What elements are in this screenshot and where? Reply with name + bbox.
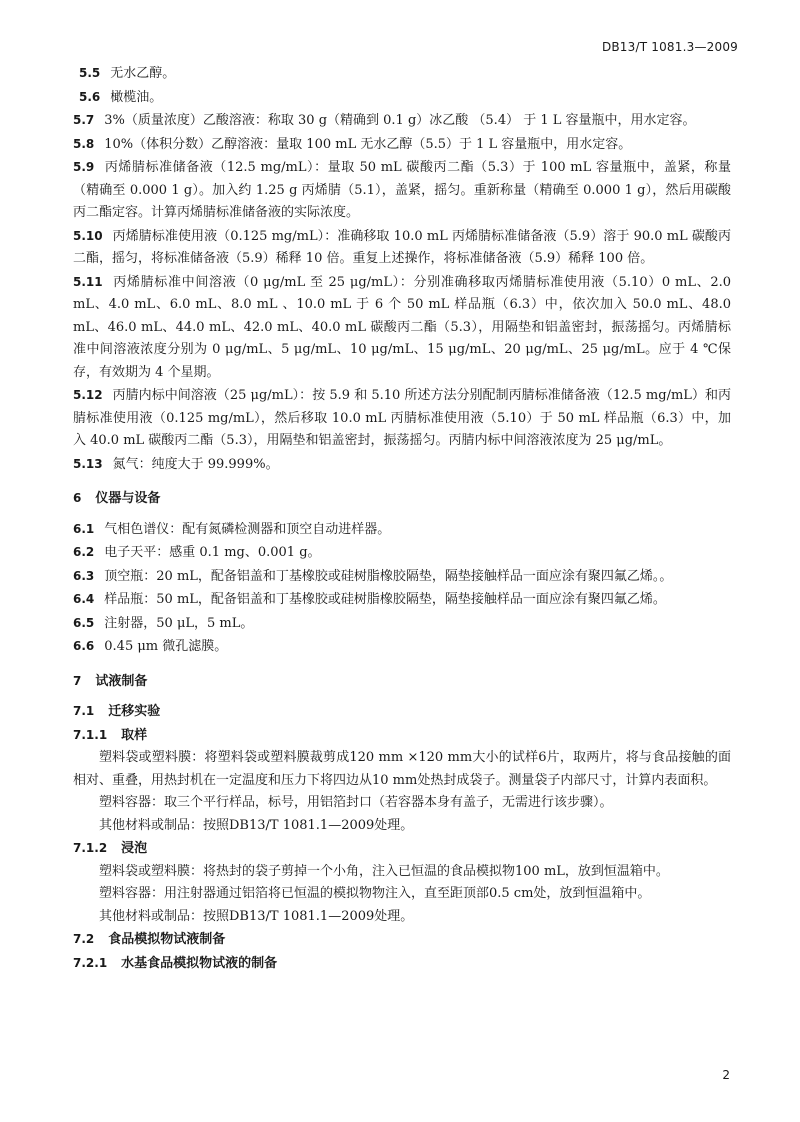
clause-number: 6.2 [73,545,95,559]
subsection-7-1-1-heading [73,724,731,748]
clause-number: 6.5 [73,615,95,630]
subsection-title: 浸泡 [121,841,148,856]
clause-5-11 [73,271,731,385]
clause-number: 5.13 [73,456,103,471]
clause-5-5 [73,62,731,86]
clause-5-12 [73,384,731,453]
subsection-7-1-2-heading [73,837,731,861]
paragraph-plastic-container-sampling: 塑料容器：取三个平行样品，标号，用铝箔封口（若容器本身有盖子，无需进行该步骤）。 [99,795,613,810]
clause-text: 丙烯腈标准使用液（0.125 mg/mL）：准确移取 10.0 mL 丙烯腈标准储备液（5.9）溶于 90.0 mL 碳酸丙二酯，摇匀，将标准储备液（5.9）稀释 10 倍。重复上述操作，将标准储备液（5.9）稀释 100 倍。 [73,228,731,266]
subsection-number: 7.1.2 [73,841,108,855]
clause-5-6 [73,86,731,110]
clause-text: 0.45 μm 微孔滤膜。 [104,639,228,654]
clause-number: 5.9 [73,160,95,174]
clause-text: 丙烯腈标准储备液（12.5 mg/mL）：量取 50 mL 碳酸丙二酯（5.3）于 100 mL 容量瓶中，盖紧，称量（精确至 0.000 1 g）。加入约 1.25 g 丙烯腈（5.1），盖紧，摇匀。重新称量（精确至 0.000 1 g），然后用碳酸丙二酯定容。计算丙烯腈标准储备液的实际浓度。 [73,160,731,220]
clause-6-4 [73,588,731,612]
clause-6-2 [73,541,731,565]
clause-5-10 [73,225,731,271]
section-7-heading [73,670,731,694]
clause-6-5 [73,612,731,636]
clause-text: 无水乙醇。 [110,66,176,81]
clause-number: 5.5 [79,66,101,80]
clause-6-6 [73,635,731,659]
subsection-number: 7.1 [73,704,95,718]
clause-number: 5.8 [73,136,95,151]
document-body [73,62,731,975]
clause-text: 注射器，50 μL，5 mL。 [104,615,254,631]
clause-text: 电子天平：感重 0.1 mg、0.001 g。 [104,545,321,560]
clause-number: 6.3 [73,568,95,583]
subsection-7-2-heading [73,928,731,952]
subsection-title: 取样 [121,727,148,743]
clause-number: 5.10 [73,228,103,243]
subsection-title: 迁移实验 [108,704,161,719]
section-title: 仪器与设备 [95,491,161,506]
clause-number: 5.11 [73,274,103,289]
clause-text: 顶空瓶：20 mL，配备铝盖和丁基橡胶或硅树脂橡胶隔垫，隔垫接触样品一面应涂有聚四氟乙烯。。 [104,568,673,584]
clause-text: 丙烯腈标准中间溶液（0 μg/mL 至 25 μg/mL）：分别准确移取丙烯腈标准使用液（5.10）0 mL、2.0 mL、4.0 mL、6.0 mL、8.0 mL 、10.0 mL 于 6 个 50 mL 样品瓶（6.3）中，依次加入 50.0 mL、48.0 mL、46.0 mL、44.0 mL、42.0 mL、40.0 mL 碳酸丙二酯（5.3），用隔垫和铝盖密封，振荡摇匀。丙烯腈标准中间溶液浓度分别为 0 μg/mL、5 μg/mL、10 μg/mL、15 μg/mL、20 μg/mL、25 μg/mL。应于 4 ℃保存，有效期为 4 个星期。 [73,274,731,380]
clause-text: 样品瓶：50 mL，配备铝盖和丁基橡胶或硅树脂橡胶隔垫，隔垫接触样品一面应涂有聚四氟乙烯。 [104,592,666,607]
section-title: 试液制备 [95,673,148,689]
standard-code-header: DB13/T 1081.3—2009 [601,40,738,54]
clause-number: 6.1 [73,521,95,536]
clause-text: 10%（体积分数）乙醇溶液：量取 100 mL 无水乙醇（5.5）于 1 L 容量瓶中，用水定容。 [104,136,632,152]
clause-number: 5.6 [79,89,101,104]
clause-text: 气相色谱仪：配有氮磷检测器和顶空自动进样器。 [104,521,391,537]
subsection-number: 7.1.1 [73,727,108,742]
paragraph-plastic-container-soaking: 塑料容器：用注射器通过铝箔将已恒温的模拟物物注入，直至距顶部0.5 cm处，放到恒温箱中。 [99,886,651,901]
clause-number: 6.6 [73,639,95,653]
subsection-number: 7.2.1 [73,955,108,970]
clause-5-8 [73,133,731,157]
subsection-7-2-1-heading [73,952,731,976]
clause-5-9 [73,156,731,225]
section-number: 7 [73,673,82,688]
paragraph-other-materials-soaking: 其他材料或制品：按照DB13/T 1081.1—2009处理。 [99,908,414,924]
clause-number: 5.7 [73,113,95,127]
paragraph-other-materials-sampling: 其他材料或制品：按照DB13/T 1081.1—2009处理。 [99,817,414,833]
clause-5-13 [73,453,731,477]
section-6-heading [73,487,731,511]
clause-6-3 [73,565,731,589]
section-number: 6 [73,491,82,505]
clause-text: 3%（质量浓度）乙酸溶液：称取 30 g（精确到 0.1 g）冰乙酸 （5.4） 于 1 L 容量瓶中，用水定容。 [104,113,696,128]
paragraph-plastic-bag-sampling: 塑料袋或塑料膜：将塑料袋或塑料膜裁剪成120 mm ×120 mm大小的试样6片，取两片，将与食品接触的面相对、重叠，用热封机在一定温度和压力下将四边从10 mm处热封成袋子。测量袋子内部尺寸，计算内表面积。 [73,750,731,788]
clause-text: 橄榄油。 [110,89,163,105]
subsection-title: 水基食品模拟物试液的制备 [121,955,278,971]
clause-number: 6.4 [73,592,95,606]
subsection-number: 7.2 [73,932,95,946]
paragraph-plastic-bag-soaking: 塑料袋或塑料膜：将热封的袋子剪掉一个小角，注入已恒温的食品模拟物100 mL，放到恒温箱中。 [99,863,669,879]
page-number: 2 [722,1068,730,1082]
clause-number: 5.12 [73,388,103,402]
clause-5-7 [73,109,731,133]
clause-6-1 [73,518,731,542]
clause-text: 丙腈内标中间溶液（25 μg/mL）：按 5.9 和 5.10 所述方法分别配制丙腈标准储备液（12.5 mg/mL）和丙腈标准使用液（0.125 mg/mL），然后移取 10.0 mL 丙腈标准使用液（5.10）于 50 mL 样品瓶（6.3）中，加入 40.0 mL 碳酸丙二酯（5.3），用隔垫和铝盖密封，振荡摇匀。丙腈内标中间溶液浓度为 25 μg/mL。 [73,388,731,448]
clause-text: 氮气：纯度大于 99.999%。 [112,456,279,472]
subsection-7-1-heading [73,700,731,724]
subsection-title: 食品模拟物试液制备 [108,932,226,947]
